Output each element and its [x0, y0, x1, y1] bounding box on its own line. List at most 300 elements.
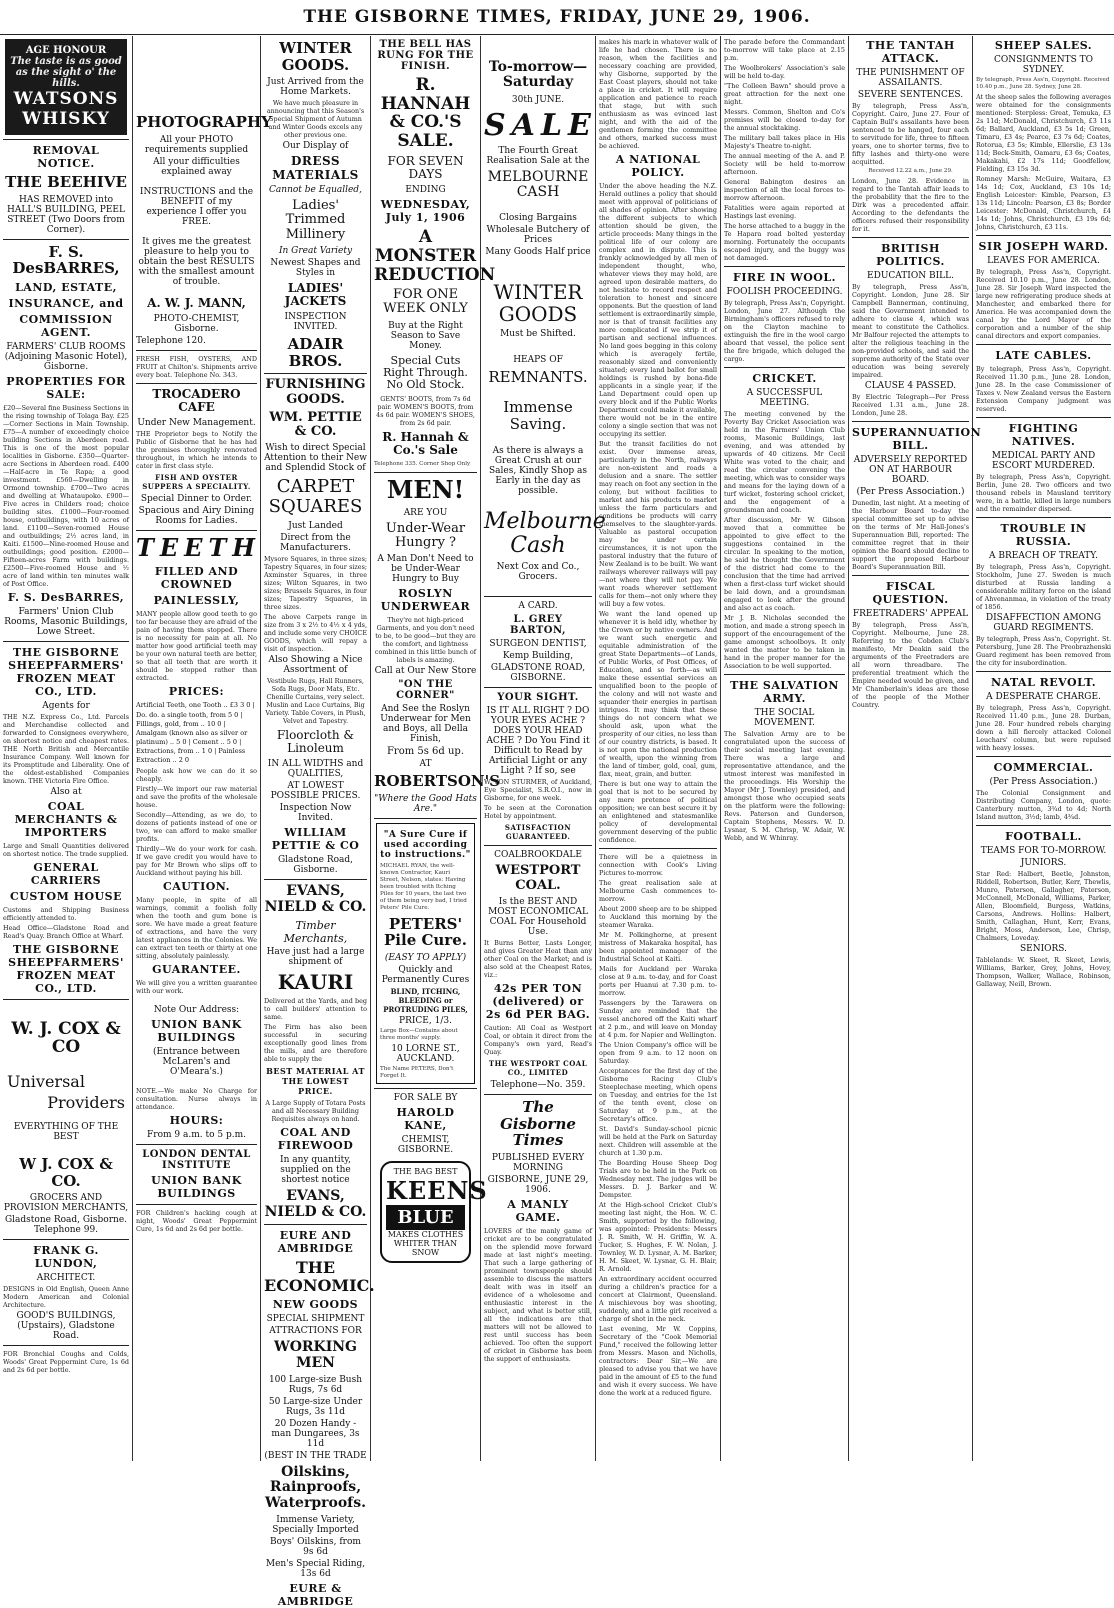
sight-questions: IS IT ALL RIGHT ? DO YOUR EYES ACHE ? DOES YOUR HEAD ACHE ? Do You Find it Difficult to Read by Artificial Light or any Light ? If so, see [486, 706, 590, 777]
hannah-sale: R. HANNAH & CO.'S SALE. [380, 75, 471, 152]
westport-tel: Telephone—No. 359. [490, 1080, 586, 1091]
heaps-of: HEAPS OF [513, 354, 563, 365]
coal-merchants: COAL MERCHANTS & IMPORTERS [14, 799, 118, 839]
hannah-sale-sign: R. Hannah & Co.'s Sale [382, 430, 469, 458]
adair-bros: ADAIR BROS. [287, 335, 344, 370]
coalbrookdale: COALBROOKDALE [494, 850, 582, 861]
satisfaction: SATISFACTION GUARANTEED. [504, 823, 572, 842]
sale-date: 30th JUNE. [511, 94, 565, 105]
call-at: Call at Our New Store [374, 666, 477, 677]
column-5 [481, 36, 606, 1461]
blind-piles: BLIND, ITCHING, BLEEDING or PROTRUDING PILES, [383, 986, 468, 1014]
fish-suppers: FISH AND OYSTER SUPPERS A SPECIALITY. [142, 473, 251, 492]
teams-tomorrow: TEAMS FOR TO-MORROW. [980, 845, 1107, 856]
football-body: Star Red: Halbert, Beetle, Johnston, Riddell, Robertson, Butler, Kerr, Thewlis, Munro, Paterson, Gallagher, Paterson, McConnell, McDonald, Williams, Parker, Allen, Bloomfield, Burgess, Watkins, Carsons, Andrews. Hollins: Halbert, Smith, Callaghan, Hunt, Kerr, Evans, Bright, Moss, Anderson, Lee, Chrisp, Chalmers, Loveday. [976, 869, 1111, 942]
salvation-army: THE SALVATION ARMY. [730, 679, 839, 705]
winter-goods: WINTER GOODS [493, 279, 583, 326]
also-showing: Also Showing a Nice Assortment of [268, 655, 363, 676]
peppermint-ad-2: FOR Children's hacking cough at night, Woods' Great Peppermint Cure, 1s 6d and 2s 6d per bottle. [136, 1209, 257, 1234]
painless-line: PAINLESSLY, [153, 594, 240, 608]
your-sight: YOUR SIGHT. [497, 692, 579, 704]
customs-body: Customs and Shipping Business efficiently attended to. [3, 905, 129, 922]
just-arrived: Just Arrived from the Home Markets. [267, 77, 364, 97]
sheepfarmers-title: THE GISBORNE SHEEPFARMERS' FROZEN MEAT CO., LTD. [8, 645, 124, 698]
filled-line: FILLED AND CROWNED [154, 565, 239, 592]
cables-body: By telegraph, Press Ass'n, Copyright. Received 11.30 p.m., June 28. London, June 28. In the case Commissioner of Taxes v. New Zealand versus the Eastern Extension Company judgment was reserved. [976, 364, 1111, 413]
fire-in-wool: FIRE IN WOOL. [733, 271, 836, 284]
furniture-list: Vestibule Rugs, Hall Runners, Sofa Rugs, Door Mats, Etc. Chenille Curtains, very select. Muslin and Lace Curtains, Big Variety. Table Covers, in Plush, Velvet and Tapestry. [265, 677, 366, 726]
eure-ambridge-sign: EURE & AMBRIDGE [277, 1582, 354, 1608]
trocadero-body: THE Proprietor begs to Notify the Public of Gisborne that he has had the premises thoroughly renovated throughout, in which he intends to cater in first class style. [136, 430, 257, 471]
firm-body: The Firm has also been successful in securing exceptionally good lines from the mills, and are therefore able to supply the [264, 1023, 367, 1064]
punishment: THE PUNISHMENT OF ASSAILANTS. [856, 68, 965, 88]
fiscal-body: By telegraph, Press Ass'n, Copyright. Melbourne, June 28. Referring to the Cobden Club's manifesto, Mr Deakin said the arguments of the Freetraders are all worn threadbare. The preferential treatment which the Empire needed would be given, and Mr Chamberlain's ideas are those of the people of the Mother Country. [852, 620, 969, 709]
peters-ad [376, 823, 475, 1084]
received-time: Received 12.22 a.m., June 29. [868, 168, 953, 174]
tantah-body-2: London, June 28. Evidence in regard to the Tantah affair leads to the probability that the fire to the Dirk was a precedented affair. According to the defendants the officers refused their responsibility for it. [852, 176, 969, 233]
union-bank-2: UNION BANK BUILDINGS [151, 1174, 242, 1201]
kemp-building: Kemp Building, [502, 651, 574, 662]
roslyn-body: They're not high-priced Garments, and you don't need to be, to be good—but they are the comfort, and lightness combined in this little bunch of labels is amazing. [374, 616, 477, 665]
note-inspection: General Babington desires an inspection of all the local forces to-morrow afternoon. [724, 178, 845, 202]
coal-body: Large and Small Quantities delivered on shortest notice. The trade supplied. [3, 841, 129, 858]
tantah-body-1: By telegraph, Press Ass'n, Copyright. Cairo, June 27. Four of Captain Bull's assailants have been sentenced to be hanged, four each to servitude for life, three to fifteen years, one to shorter terms, five to fifty lashes and thirty-one were acquitted. [852, 102, 969, 166]
cox-title: W. J. COX & CO [11, 1018, 121, 1058]
peters-title: PETERS' Pile Cure. [384, 914, 467, 950]
cricket-body-1: The meeting convened by the Poverty Bay Cricket Association was held in the Farmers' Union Club rooms, Masonic Buildings, last evening, and was attended by upwards of 40 citizens. Mr Cecil White was voted to the chair, and read the circular convening the meeting, which was to consider ways and means for the laying down of a turf wicket, fostering school cricket, and the engagement of a groundsman and coach. [724, 410, 845, 514]
agents-for: Agents for [42, 700, 90, 711]
office-body: Head Office—Gladstone Road and Read's Quay. Branch Office at Wharf. [3, 923, 129, 940]
british-politics: BRITISH POLITICS. [876, 241, 945, 268]
policy-body-4: There is but one way to attain the goal that is not to be secured by any mere pretence of political opposition; we can best secure it by an enlightened and statesmanlike policy of developmental government deserving of the public confidence. [599, 780, 717, 844]
per-ton: 42s PER TON (delivered) or 2s 6d PER BAG. [485, 982, 591, 1022]
boots-prices: GENTS' BOOTS, from 7s 6d pair. WOMEN'S BOOTS, from 4s 6d pair. WOMEN'S SHOES, from 2s 6d pair. [376, 395, 475, 428]
cricket-body-3: Mr J. B. Nicholas seconded the motion, and made a strong speech in support of the encouragement of the game amongst schoolboys. It only wanted the matter to be taken in hand in the proper manner for the Association to be well supported. [724, 614, 845, 670]
general-carriers: GENERAL CARRIERS [30, 860, 102, 887]
newest-shapes: Newest Shapes and Styles in [270, 257, 361, 278]
photo-sub: All your PHOTO requirements supplied [144, 134, 249, 155]
underwear-hungry: Under-Wear Hungry ? [385, 520, 466, 551]
best-coal: Is the BEST AND MOST ECONOMICAL COAL For Household Use. [488, 897, 588, 938]
pleasure-body: We have much pleasure in announcing that this Season's Special Shipment of Autumn and Winter Goods excels any other previous one. [266, 99, 365, 139]
peppermint-ad-1: FOR Bronchial Coughs and Colds, Woods' Great Peppermint Cure, 1s 6d and 2s 6d per bottle. [3, 1350, 129, 1375]
immense-variety: Immense Variety, Specially Imported [272, 1515, 359, 1536]
late-cables: LATE CABLES. [995, 348, 1092, 362]
union-sub: (Entrance between McLaren's and O'Meara's.) [152, 1047, 241, 1078]
note-high-school: At the High-school Cricket Club's meeting last night, the Hon. W. C. Smith, supported by the following, was appointed: Presidents: Messrs J. R. Smith, W. H. Griffin, W. A. Tucker, S. Hughes, F. W. Nolan, J. Townley, W. D. Lysnar, A. M. Barker, H. M. Skeet, W. Lysnar, G. H. Blair, R. Arnold. [599, 1201, 717, 1273]
seniors-body: Tablelands: W. Skeet, R. Skeet, Lewis, Williams, Barker, Grey, Johns, Hovey, Thompson, Walker, Wallace, Robinson, Gallaway, Neill, Brown. [976, 955, 1111, 988]
whiter-than-snow: MAKES CLOTHES WHITER THAN SNOW [387, 1229, 464, 1257]
cox-sign: W J. COX & CO. [19, 1155, 113, 1190]
sheepfarmers-sign: THE GISBORNE SHEEPFARMERS' FROZEN MEAT CO., LTD. [8, 942, 124, 995]
best-in-trade: (BEST IN THE TRADE [264, 1450, 367, 1461]
oilskins: Oilskins, Rainproofs, Waterproofs. [265, 1463, 366, 1511]
ad-words: AGE HONOUR [25, 45, 107, 56]
note-union: The Union Company's office will be open from 9 a.m. to 12 noon on Saturday. [599, 1041, 717, 1065]
seniors: SENIORS. [1019, 943, 1068, 954]
buy-right: Buy at the Right Season to Save Money. [388, 320, 463, 351]
note-stocktaking: Messrs. Common, Shelton and Co's premises will be closed to-day for the annual stocktaking. [724, 108, 845, 132]
grey-barton: L. GREY BARTON, [510, 614, 566, 637]
men-title: MEN! [386, 475, 465, 505]
note-fatalities: Fatalities were again reported at Hastings last evening. [724, 204, 845, 220]
note-hospital: Mr M. Polkinghorne, at present mistress of Makaraka hospital, has been appointed manager of the Industrial School at Kaiti. [599, 931, 717, 963]
teeth-title: TEETH [136, 533, 261, 563]
keens-blue-ad [380, 1161, 488, 1263]
pettie-title: WM. PETTIE & CO. [269, 409, 362, 440]
carpet-squares: CARPET SQUARES [268, 476, 363, 518]
man-dont-need: A Man Don't Need to be Under-Wear Hungry to Buy [377, 554, 474, 585]
mann-tel: Telephone 120. [136, 335, 206, 346]
kauri-shipment: Have just had a large shipment of [266, 947, 365, 968]
education-bill: EDUCATION BILL. [867, 270, 954, 281]
good-hats: "Where the Good Hats Are." [374, 793, 477, 814]
trocadero-title: TROCADERO CAFE [152, 386, 241, 414]
winter-goods-title: WINTER GOODS. [279, 39, 352, 74]
note-st-davids: St. David's Sunday-school picnic will be held at the Park on Saturday next. Children will assemble at the church at 1.30 p.m. [599, 1125, 717, 1157]
severe-sentences: SEVERE SENTENCES. [857, 90, 964, 100]
note-parade: The parade before the Commandant to-morrow will take place at 2.15 p.m. [724, 38, 845, 62]
sheep-telegraph: By telegraph, Press Ass'n, Copyright. Received 10.40 p.m., June 28. Sydney, June 28. [976, 77, 1110, 90]
consignments-sydney: CONSIGNMENTS TO SYDNEY. [994, 55, 1093, 75]
wholesale-butchery: Wholesale Butchery of Prices [486, 224, 590, 245]
at-label: AT [419, 759, 432, 770]
attractions-for: ATTRACTIONS FOR [269, 1326, 362, 1337]
sturmer-line: W. VON STURMER, of Auckland, Eye Specialist, S.R.O.I., now in Gisborne, for one week. [484, 778, 592, 803]
coronation-hotel: To be seen at the Coronation Hotel by appointment. [484, 804, 592, 821]
ward-body: By telegraph, Press Ass'n, Copyright. Received 10.10 p.m., June 28. London, June 28. Sir Joseph Ward inspected the large new refrigerating produce sheds at Manchester, and embarked there for America. He was accompanied down the canal by the Lord Mayor of the corporation and a number of the ship canal directors and export companies. [976, 267, 1111, 340]
results-line: It gives me the greatest pleasure to help you to obtain the best RESULTS with the smallest amount of trouble. [138, 236, 255, 287]
coal-caution: Caution: All Coal as Westport Coal, or obtain it direct from the Company's own yard, Read's Quay. [484, 1024, 592, 1057]
mens-riding: Men's Special Riding, 13s 6d [265, 1559, 366, 1580]
under-rugs: 50 Large-size Under Rugs, 3s 11d [268, 1396, 363, 1417]
hannah-tel: Telephone 335. Corner Shop Only [374, 461, 471, 468]
pettie-sign: WILLIAM PETTIE & CO [271, 826, 360, 853]
british-body: By telegraph, Press Ass'n, Copyright. London, June 28. Sir Campbell Bannerman, continuing, said the Government intended to adhere to clause 4, which was meant to constitute the Catholics. Mr Balfour rejected the attempts to alter the religious teaching in the non-provided schools, and said the supreme authority of the State over education was being severely impaired. [852, 282, 969, 379]
monster-reduction: A MONSTER REDUCTION [374, 227, 496, 285]
column-9 [973, 36, 1114, 1461]
commercial-press: (Per Press Association.) [989, 776, 1098, 787]
fiscal-question: FISCAL QUESTION. [872, 579, 949, 606]
electric-telegraph: By Electric Telegraph—Per Press Received 1.31 a.m., June 28. London, June 28. [852, 392, 969, 417]
the-economic: THE ECONOMIC. [264, 1257, 375, 1295]
desbarres-title: F. S. DesBARRES, [12, 242, 120, 277]
trocadero-sub: Under New Management. [137, 418, 256, 429]
many-goods: Many Goods Half price [485, 246, 591, 257]
great-variety: In Great Variety [278, 245, 353, 256]
watsons-whisky-ad [5, 39, 127, 135]
note-society: The annual meeting of the A. and P. Society will be held to-morrow afternoon. [724, 152, 845, 176]
next-cox: Next Cox and Co., Grocers. [496, 562, 580, 583]
mann-title: A. W. J. MANN, [147, 295, 246, 310]
note-woolbrokers: The Woolbrokers' Association's sale will be held to-day. [724, 64, 845, 80]
dungarees: 20 Dozen Handy - man Dungarees, 3s 11d [271, 1418, 360, 1449]
note-buggy: The horse attached to a buggy in the Te Hapara road bolted yesterday morning. Fortunately the occupants escaped injury, and the buggy was not damaged. [724, 222, 845, 262]
also-at: Also at [50, 786, 82, 797]
see-roslyn: And See the Roslyn Underwear for Men and Boys, all Della Finish, [380, 704, 471, 745]
per-press-assoc: (Per Press Association.) [856, 486, 965, 497]
harold-kane: HAROLD KANE, [396, 1105, 455, 1132]
policy-body-2: But the transit facilities do not exist. Over immense areas, particularly in the North, railways are non-existent and roads a delusion and a snare. The settler may reach on foot any section in the colony, but without facilities to market and his products to market unless the farm particulars and conditions be products will carry themselves to the slaughter-yards. Valuable as pastoral occupation may be under certain circumstances, it is not upon the pastoral industry that the future of New Zealand is to be built. We want railways wherever railways will pay —not where they will not pay. We want roads wherever settlement calls for them—not only where they will buy a few votes. [599, 440, 718, 608]
desbarres-sign: F. S. DesBARRES, [7, 590, 125, 604]
bush-rugs: 100 Large-size Bush Rugs, 7s 6d [268, 1374, 363, 1395]
foolish-proceeding: FOOLISH PROCEEDING. [726, 287, 843, 297]
hours-value: From 9 a.m. to 5 p.m. [147, 1130, 246, 1141]
policy-body-1: Under the above heading the N.Z. Herald outlines a policy that should meet with approval of politicians of all shades of opinion. After showing the different subjects to which attention should be given, the article proceeds: Many things in the political life of our colony are complex and in dispute. This is frankly acknowledged by all men of independent thought, who, whatever views they may hold, are agreed upon desirable matters, do not hesitate to record respect and toleration to honest and sincere opponents. But the question of land settlement is extraordinarily simple, nor is that of transit facilities any more complicated if we strip it of partisan and sectional influences. No land goes begging in this colony which is averagely fertile, reasonably sized and conveniently situated; every land ballot for small holdings is rushed by bona-fide applicants in a single year, if the Land Department could open up every block and if the Public Works Department could make it available, there would not be in the entire colony a single section that was not occupying its settler. [599, 182, 717, 438]
note-sheep: About 2000 sheep are to be shipped to Auckland this morning by the steamer Waraka. [599, 905, 717, 929]
note-cook-fund: Last evening, Mr W. Coppins, Secretary of the "Cook Memorial Fund," received the following letter from Messrs. Mason and Nicholls, contractors: Dear Sir,—We are pleased to advise you that we have paid in the amount of £5 to the fund and wish it every success. We have done the work at a reduced figure. [599, 1325, 717, 1397]
evans-nield-sign: EVANS, NIELD & CO. [264, 1188, 367, 1220]
cricket-body-2: After discussion, Mr W. Gibson moved that a committee be appointed to give effect to the suggestions contained in the circular. In speaking to the motion, he said he thought the Government of the district had come to the conclusion that the time had arrived when a first-class turf wicket should be laid down, and a groundsman engaged to look after the ground and also act as coach. [724, 516, 845, 612]
social-movement: THE SOCIAL MOVEMENT. [754, 708, 815, 728]
desbarres-address: Farmers' Union Club Rooms, Masonic Buildings, Lowe Street. [4, 606, 128, 637]
gisborne-times-title: The Gisborne Times [500, 1098, 576, 1150]
cox-address: Gladstone Road, Gisborne. Telephone 99. [4, 1215, 128, 1236]
from-price: From 5s 6d up. [386, 746, 465, 758]
note-acceptances: Acceptances for the first day of the Gisborne Racing Club's Steeplechase meeting, which opens on Tuesday, and entries for the 1st of the tenth event, close on Saturday at 9 p.m., at the Secretary's office. [599, 1067, 717, 1123]
column-7 [721, 36, 849, 1461]
super-body: Dunedin, last night. At a meeting of the Harbour Board to-day the special committee set up to advise on the terms of Mr Hall-Jones's Superannuation Bill, reported: The committee regret that in their opinion the Board should decline to support the proposed Harbour Board's Superannuation Bill. [852, 498, 969, 571]
our-display: Our Display of [282, 141, 349, 151]
all-widths: IN ALL WIDTHS and QUALITIES, [267, 759, 364, 780]
prices-heading: PRICES: [168, 685, 225, 699]
floorcloth: Floorcloth & Linoleum [276, 728, 355, 756]
teeth-body: MANY people allow good teeth to go too far because they are afraid of the pain of having them stopped. There is no necessity for pain at all. No matter how good artificial teeth may be your own natural teeth are better, so that all teeth that are worth it should be stopped rather than extracted. [136, 610, 257, 683]
properties-body: £20—Several fine Business Sections in the rising township of Tolaga Bay. £25—Corner Sections in Main Township. £75—A number of exceedingly choice building Sections in Aberdeen road. This is one of the most popular localities in Gisborne. £350—Quarter-acre Sections in Aberdeen road. £400—Half-acre in Te Rapa; a good investment. £560—Dwelling in Ormond township. £700—Two acres and dwelling at Whataupoko. £900—Five acres in Childers road; choice building sites. £1000—Four-roomed house, outbuildings, with 10 acres of land. £1100—Seven-roomed House and outbuildings; 2½ acres land, in Kaiti. £1500—Nine-roomed House and outbuildings; good position. £2000—Fifteen-acres Farm with buildings. £2500—Five-roomed House and ½ acre of land within ten minutes walk of Post Office. [3, 403, 129, 588]
note-colleen: "The Colleen Bawn" should prove a great attraction for the next one night. [724, 82, 845, 106]
any-quantity: In any quantity, supplied on the shortest notice [280, 1155, 351, 1186]
mann-sub: PHOTO-CHEMIST, Gisborne. [153, 313, 240, 334]
editorial-date: GISBORNE, JUNE 29, 1906. [487, 1174, 589, 1195]
farmers-line: FARMERS' CLUB ROOMS (Adjoining Masonic Hotel), Gisborne. [4, 341, 128, 372]
westport-coal: WESTPORT COAL. [495, 863, 581, 893]
trouble-russia: TROUBLE IN RUSSIA. [1000, 521, 1087, 548]
westport-company: THE WESTPORT COAL CO., LIMITED [488, 1059, 588, 1078]
fourth-sale: The Fourth Great Realisation Sale at the [486, 145, 590, 166]
note-military-ball: The military ball takes place in His Majesty's Theatre to-night. [724, 134, 845, 150]
caution-heading: CAUTION. [163, 880, 230, 894]
one-week-only: FOR ONE WEEK ONLY [383, 287, 468, 317]
policy-body-3: We want the land opened up whenever it is held idly, whether by the Crown or by native owners. And we want such energetic and equitable administration of the great State Departments—of Lands, of Public Works, of Post Offices, of Education, and so forth—as will make these essential services an unqualified boon to the people of the colony and will not waste and squander their energies in partisan intrigues. It may think that these things do not concern what we should ask, upon what the prosperity of our cities, no less than of our country districts, is based. It is not upon the national production of wealth, upon the winning from the land of timber, gold, coal, gum, flax, meat, grain, and butter. [599, 610, 717, 778]
people-ask: People ask how we can do it so cheaply. [136, 767, 257, 784]
architect-line: ARCHITECT. [36, 1273, 96, 1284]
providers-line: Providers [47, 1093, 125, 1113]
trouble-body: By telegraph, Press Ass'n, Copyright. Stockholm, June 27. Sweden is much disturbed at Russia landing a considerable military force on the island of Ahvenanmaa, in violation of the treaty of 1856. [976, 562, 1111, 611]
ending: ENDING [405, 185, 446, 196]
land-line: LAND, ESTATE, [15, 280, 117, 294]
juniors: JUNIORS. [1020, 857, 1067, 868]
clause-4: CLAUSE 4 PASSED. [864, 380, 957, 391]
breach-treaty: A BREACH OF TREATY. [989, 550, 1098, 561]
army-body: The Salvation Army are to be congratulated upon the success of their social meeting last evening. There was a large and representative attendance, and the utmost interest was manifested in the proceedings. His Worship the Mayor (Mr J. Townley) presided, and amongst those who occupied seats on the platform were the following: Revs. Paterson and Gunderson, Captain Stephens, Messrs. W. D. Lysnar, S. M. Chrisp, W. Adair, W. Webb, and W. Whinray. [724, 730, 845, 842]
quickly-cures: Quickly and Permanently Cures [381, 964, 470, 985]
caution-body: Many people, in spite of all warnings, commit a foolish folly when the tooth and gum bone is sore. We have made a great feature of extractions, and have the very latest appliances in the Colonies. We can extract ten teeth or thirty at one sitting, absolutely painlessly. [136, 896, 257, 961]
lundon-title: FRANK G. LUNDON, [33, 1244, 99, 1271]
sale-title: SALE [484, 107, 597, 143]
agents-body: THE N.Z. Express Co., Ltd. Parcels and Merchandise collected and forwarded to Consignees everywhere, on shortest notice and cheapest rates. THE North British and Mercantile Insurance Company. Well known for its Promptitude and Liberality. One of the oldest-established Companies known. THE Victoria Fire Office. [3, 712, 129, 785]
supply-body: A Large Supply of Totara Posts and all Necessary Building Requisites always on hand. [265, 1099, 366, 1124]
goods-buildings: GOOD'S BUILDINGS, (Upstairs), Gladstone Road. [16, 1311, 116, 1342]
firstly: Firstly—We import our raw material and save the profits of the wholesale house. [136, 785, 257, 810]
dress-materials: DRESS MATERIALS [272, 154, 359, 182]
fresh-fish-ad: FRESH FISH, OYSTERS, AND FRUIT at Chilton's. Shipments arrive every boat. Telephone No. 343. [136, 354, 257, 379]
kauri-title: KAURI [277, 970, 354, 995]
barton-address: GLADSTONE ROAD, GISBORNE. [490, 663, 586, 684]
coal-firewood: COAL AND FIREWOOD [277, 1126, 354, 1153]
custom-house: CUSTOM HOUSE [10, 889, 122, 903]
sir-joseph-ward: SIR JOSEPH WARD. [978, 239, 1109, 253]
instructions-line: INSTRUCTIONS and the BENEFIT of my experience I offer you FREE. [139, 186, 254, 227]
dining-rooms: Spacious and Airy Dining Rooms for Ladies. [138, 506, 255, 527]
insurance-line: INSURANCE, and [8, 296, 124, 310]
carpet-body: The above Carpets range in size from 3 x 2½ to 4½ x 4 yds, and include some very CHOICE GOODS, which will repay a visit of inspection. [264, 613, 367, 654]
closing-bargains: Closing Bargains [499, 212, 577, 223]
on-the-corner: "ON THE CORNER" [396, 679, 455, 702]
column-2 [133, 36, 272, 1461]
grocers-line: GROCERS AND PROVISION MERCHANTS, [3, 1193, 129, 1214]
cannot-be-equalled: Cannot be Equalled, [269, 185, 362, 195]
removal-notice: REMOVAL NOTICE. [32, 144, 100, 170]
just-landed: Just Landed [288, 521, 343, 532]
robertsons: ROBERTSON'S [374, 772, 501, 791]
everything-line: EVERYTHING OF THE BEST [13, 1122, 119, 1143]
universal-line: Universal [7, 1071, 85, 1091]
note-passengers: Passengers by the Tarawera on Sunday are reminded that the vessel anchored off the Kaiti wharf at 2 p.m., and will leave on Monday at 4 p.m. for Napier and Wellington. [599, 999, 717, 1039]
lundon-body: DESIGNS in Old English, Queen Anne Modern American and Colonial Architecture. [3, 1285, 129, 1310]
national-policy: A NATIONAL POLICY. [615, 153, 701, 179]
keens-brand: KEENS [386, 1175, 488, 1205]
cricket-heading: CRICKET. [752, 372, 817, 385]
tantah-attack: THE TANTAH ATTACK. [866, 39, 955, 65]
masthead: THE GISBORNE TIMES, FRIDAY, JUNE 29, 1906. [0, 0, 1114, 35]
special-dinner: Special Dinner to Order. [140, 494, 253, 505]
great-crush: As there is always a Great Crush at our Sales, Kindly Shop as Early in the day as possible. [488, 446, 588, 497]
are-you: ARE YOU [403, 507, 448, 518]
melbourne-cash: MELBOURNE CASH [487, 168, 589, 201]
eure-ambridge: EURE AND AMBRIDGE [277, 1228, 354, 1255]
must-be-shifted: Must be Shifted. [500, 328, 576, 339]
evans-nield: EVANS, NIELD & CO. [264, 883, 367, 915]
delivered-body: Delivered at the Yards, and beg to call builders' attention to same. [264, 997, 367, 1022]
natal-body: By telegraph, Press Ass'n, Copyright. Received 11.40 p.m., June 28. Durban, June 28. Four hundred rebels charging down a hill fiercely attacked Colonel Leuchars' column, but were repulsed with heavy losses. [976, 703, 1111, 752]
burns-better: It Burns Better, Lasts Longer, and gives Greater Heat than any other Coal on the Market; and is also sold at the Cheapest Rates, viz.: [484, 939, 592, 980]
note-pictures: There will be a quietness in connection with Cook's Living Pictures to-morrow. [599, 853, 717, 877]
direct-from: Direct from the Manufacturers. [280, 533, 351, 554]
column-3 [261, 36, 375, 1608]
note-realisation: The great realisation sale at Melbourne Cash commences to-morrow. [599, 879, 717, 903]
ladies-jackets: LADIES' JACKETS [284, 280, 347, 309]
sure-cure: "A Sure Cure if used according to instructions." [380, 829, 471, 860]
beehive-sub: HAS REMOVED into HALL'S BUILDING, PEEL STREET (Two Doors from Corner). [7, 194, 125, 235]
cricket-continued: makes his mark in whatever walk of life he had chosen. There is no reason, when the facilities and necessary coaching are provided, why Gisborne, supported by the East Coast players, should not take a place in cricket. It will require application and patience to reach that stage, but with such enthusiasm as was evinced last night, and with the aid of the gentlemen forming the committee and others, marked success must be achieved. [599, 38, 717, 150]
thirdly: Thirdly—We do your work for cash. If we gave credit you would have to pay for Mr Brown who slips off to Auckland without paying his bill. [136, 845, 257, 878]
pettie-address: Gladstone Road, Gisborne. [277, 855, 353, 876]
leaves-america: LEAVES FOR AMERICA. [987, 255, 1100, 266]
tomorrow-saturday: To-morrow—Saturday [488, 59, 588, 91]
desperate-charge: A DESPERATE CHARGE. [986, 691, 1101, 702]
peters-price: PRICE, 1/3. [399, 1015, 452, 1026]
freetraders-appeal: FREETRADERS' APPEAL [852, 608, 969, 619]
no-charge-note: NOTE.—We make No Charge for consultation. Nurse always in attendance. [136, 1087, 257, 1112]
sheep-body-1: At the sheep sales the following averages were obtained for the consignments mentioned: Sterpless: Great, Temuka, £3 2s 11d; McDonald, Christchurch, £3 11s 6d; Ballard, Auckland, £3 5s 1d; Green, Timaru, £3 4s; Pearce, £3 7s 6d; Coates, Rotorua, £3 5s; Kimble, Ellerslie, £3 13s 11d; Beck-Smith, Oamaru, £3 6s; Coates, Makakahi, £2 17s 11d; Goodfellow, Fielding, £3 15s 3d. [976, 92, 1111, 173]
photo-sub-2: All your difficulties explained away [153, 156, 240, 177]
published-every: PUBLISHED EVERY MORNING [491, 1152, 585, 1173]
timber-merchants: Timber Merchants, [283, 919, 348, 946]
lorne-st: 10 LORNE ST., AUCKLAND. [391, 1043, 460, 1064]
manly-game: A MANLY GAME. [507, 1197, 569, 1224]
note-mails: Mails for Auckland per Waraka close at 9 a.m. to-day, and for Coast ports per Huanui at 7.30 p.m. to-morrow. [599, 965, 717, 997]
boys-oilskins: Boys' Oilskins, from 9s 6d [270, 1537, 361, 1558]
ladies-millinery: Ladies' Trimmed Millinery [285, 198, 346, 242]
price-list: Artificial Teeth, one Tooth .. £3 3 0 | Do. do. a single tooth, from 5 0 | Fillings, gold, from .. 10 0 | Amalgam (known also as silver or platinum) .. 5 0 | Cement .. 5 0 | Extractions, from .. 1 0 | Painless Extraction .. 2 0 [136, 701, 255, 765]
wednesday-date: WEDNESDAY, July 1, 1906 [380, 198, 471, 225]
sheep-sales: SHEEP SALES. [994, 39, 1093, 52]
easy-apply: (EASY TO APPLY) [384, 952, 467, 963]
secondly: Secondly—Attending, as we do, to dozens of patients instead of one or two, we can afford to make smaller profits. [136, 811, 257, 844]
photography-title: PHOTOGRAPHY [136, 113, 272, 131]
football: FOOTBALL. [1005, 829, 1082, 843]
lowest-prices: AT LOWEST POSSIBLE PRICES. [270, 781, 361, 802]
ad-brand: WATSONS WHISKY [13, 89, 119, 129]
union-bank: UNION BANK BUILDINGS [151, 1018, 242, 1045]
pettie-sub: Wish to direct Special Attention to their New and Splendid Stock of [264, 443, 367, 474]
manly-body: LOVERS of the manly game of cricket are to be congratulated on the splendid move forward made at last night's meeting. That such a large gathering of prominent townspeople should assemble to discuss the matters dealt with was in itself an evidence of a wholesome and enthusiastic interest in the subject, and what is better still, all the indications are that matters will not be allowed to rest until success has been achieved. Too often the support of cricket in Gisborne has been the support of enthusiasts. [484, 1226, 592, 1363]
kane-chemist: CHEMIST, GISBORNE. [397, 1134, 454, 1155]
dental-institute: LONDON DENTAL INSTITUTE [142, 1149, 251, 1172]
sheep-body-2: Romney Marsh: McGuire, Waitara, £3 14s 1d; Cox, Auckland, £3 10s 1d; English Leicester: Kimble, Pearson, £3 13s 11d; Lincoln: Pearson, £3 8s; Border Leicester: McDonald, Christchurch, £4 14s 1d; Johns, Christchurch, £3 19s 6d; Johns, Christchurch, £3 11s. [976, 174, 1111, 231]
beehive-title: THE BEEHIVE [5, 173, 127, 191]
properties-heading: PROPERTIES FOR SALE: [6, 374, 126, 401]
commercial-body: The Colonial Consignment and Distributing Company, London, quote: Canterbury mutton, 3¾d to 4d; North Island mutton, 3½d; lamb, 4¾d. [976, 788, 1111, 821]
immense-saving: Immense Saving. [503, 398, 573, 433]
column-1 [0, 36, 133, 1461]
disaffection: DISAFFECTION AMONG GUARD REGIMENTS. [985, 612, 1102, 633]
blue-label: BLUE [386, 1205, 465, 1230]
medical-party: MEDICAL PARTY AND ESCORT MURDERED. [991, 450, 1096, 471]
superannuation-bill: SUPERANNUATION BILL. [852, 425, 982, 452]
commission-line: COMMISSION AGENT. [19, 312, 113, 339]
seven-days: FOR SEVEN DAYS [387, 153, 464, 181]
peters-testimonial: MICHAEL RYAN, the well-known Contractor, Kauri Street, Nelson, states: Having been troubled with Itching Piles for 10 years, the last two of them being very bad, I tried Peters' Pile Cure. [380, 862, 467, 911]
successful-meeting: A SUCCESSFUL MEETING. [746, 388, 823, 408]
remnants: REMNANTS. [488, 367, 588, 386]
natal-revolt: NATAL REVOLT. [990, 675, 1097, 689]
disaffection-body: By telegraph, Press Ass'n, Copyright. St. Petersburg, June 28. The Preobrazhenski Guard regiment has been removed from the city for insubordination. [976, 634, 1111, 667]
commercial: COMMERCIAL. [993, 760, 1094, 774]
guarantee-heading: GUARANTEE. [152, 963, 241, 977]
melbourne-cash-sign: Melbourne Cash [484, 509, 606, 559]
squares-list: Mysore Squares, in three sizes; Tapestry Squares, in four sizes; Axminster Squares, in three sizes; Wilton Squares, in two sizes; Brussels Squares, in four sizes; Tapestry Squares, in three sizes. [264, 555, 367, 612]
new-goods: NEW GOODS [272, 1298, 359, 1312]
hours-heading: HOURS: [169, 1114, 224, 1128]
harbour-board: ADVERSELY REPORTED ON AT HARBOUR BOARD. [853, 454, 968, 485]
special-shipment: SPECIAL SHIPMENT [266, 1314, 365, 1325]
guarantee-body: We will give you a written guarantee with our work. [136, 979, 257, 996]
for-sale-by: FOR SALE BY [393, 1092, 458, 1103]
roslyn-underwear: ROSLYN UNDERWEAR [380, 587, 471, 614]
large-box: Large Box—Contains about three months' supply. [380, 1027, 458, 1041]
best-material: BEST MATERIAL AT THE LOWEST PRICE. [266, 1066, 365, 1097]
inspection-now: Inspection Now Invited. [279, 803, 352, 824]
peters-name: The Name PETERS, Don't Forget It. [380, 1065, 454, 1079]
bag-best: THE BAG BEST [393, 1166, 458, 1176]
column-8 [849, 36, 982, 1461]
working-men: WORKING MEN [273, 1339, 358, 1371]
furnishing-goods: FURNISHING GOODS. [265, 377, 366, 407]
surgeon-dentist: SURGEON DENTIST, [489, 639, 587, 650]
bell-rung: THE BELL HAS RUNG FOR THE FINISH. [377, 39, 474, 72]
fire-body: By telegraph, Press Ass'n, Copyright. London, June 27. Although the Birmingham's officers refused to rely on the Clayton machine to extinguish the fire in the wool cargo aboard that vessel, the police sent the fire brigade, which deluged the cargo. [724, 299, 845, 363]
